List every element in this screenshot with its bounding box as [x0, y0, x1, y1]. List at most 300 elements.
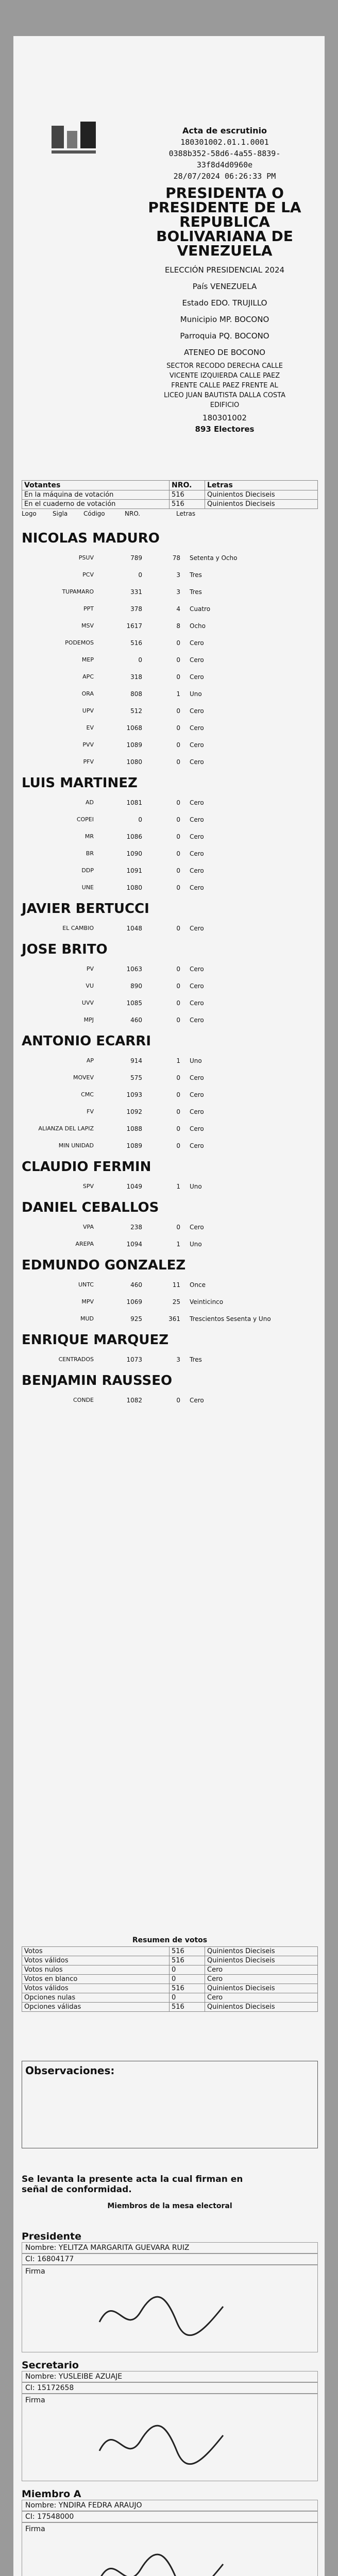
signature-box [22, 2522, 318, 2576]
party-logo: MSV [81, 622, 94, 629]
subheader: Sigla [53, 510, 68, 517]
party-logo: APC [82, 673, 94, 680]
party-votes-letras: Cero [190, 884, 204, 891]
party-logo: MR [84, 833, 94, 840]
party-votes: 0 [176, 673, 180, 681]
party-logo: MUD [80, 1315, 94, 1322]
acta-datetime: 28/07/2024 06:26:33 PM [173, 172, 276, 181]
cell: 516 [170, 1956, 205, 1965]
party-logo: TUPAMARO [62, 588, 94, 595]
party-votes: 1 [176, 690, 180, 698]
party-row [22, 1310, 318, 1327]
party-code: 1093 [126, 1091, 142, 1098]
cell: Votos [22, 1947, 170, 1956]
party-logo: AD [86, 799, 94, 806]
miembro-block [22, 2231, 318, 2352]
party-logo: PPT [83, 605, 94, 612]
cell: 0 [170, 1965, 205, 1975]
party-logo: AREPA [75, 1241, 94, 1247]
miembro-nombre: Nombre: YNDIRA FEDRA ARAUJO [22, 2500, 318, 2511]
party-logo: COPEI [76, 816, 94, 823]
firma-label: Firma [25, 2525, 45, 2533]
centro-name: ATENEO DE BOCONO [184, 348, 265, 357]
candidate-name: EDMUNDO GONZALEZ [22, 1258, 186, 1273]
party-code: 238 [130, 1223, 142, 1231]
party-code: 1073 [126, 1355, 142, 1363]
party-votes-letras: Cero [190, 999, 204, 1007]
party-logo: CENTRADOS [58, 1356, 94, 1363]
signature-box [22, 2394, 318, 2481]
miembro-block [22, 2488, 318, 2576]
party-votes: 0 [176, 707, 180, 715]
signature-box [22, 2265, 318, 2352]
candidate-name: NICOLAS MADURO [22, 531, 160, 546]
party-row [22, 1276, 318, 1293]
firma-label: Firma [25, 2396, 45, 2404]
party-votes: 3 [176, 1355, 180, 1363]
party-code: 1091 [126, 867, 142, 874]
party-votes: 0 [176, 999, 180, 1007]
party-logo: PVV [82, 741, 94, 748]
party-votes: 0 [176, 1016, 180, 1024]
party-code: 925 [130, 1315, 142, 1323]
party-logo: MOVEV [73, 1074, 94, 1081]
cell: Cero [205, 1965, 318, 1975]
candidate-name: JAVIER BERTUCCI [22, 901, 149, 917]
party-row [22, 1178, 318, 1195]
subheader: Código [83, 510, 105, 517]
cell: Votos en blanco [22, 1975, 170, 1984]
party-votes-letras: Cero [190, 1396, 204, 1404]
party-code: 378 [130, 605, 142, 613]
party-row [22, 1351, 318, 1368]
candidate-name: ENRIQUE MARQUEZ [22, 1332, 169, 1348]
party-code: 1080 [126, 884, 142, 891]
party-votes: 0 [176, 1108, 180, 1115]
candidate-name: BENJAMIN RAUSSEO [22, 1373, 173, 1388]
direccion-line: FRENTE CALLE PAEZ FRENTE AL [171, 382, 278, 389]
party-votes: 0 [176, 867, 180, 874]
party-votes-letras: Cero [190, 850, 204, 857]
party-votes-letras: Uno [190, 1057, 202, 1064]
party-votes-letras: Uno [190, 1182, 202, 1190]
candidate-name: LUIS MARTINEZ [22, 775, 138, 791]
party-logo: EL CAMBIO [62, 925, 94, 931]
heading-line: PRESIDENTE DE LA [148, 199, 301, 216]
direccion-line: SECTOR RECODO DERECHA CALLE [166, 362, 283, 370]
party-row [22, 879, 318, 896]
party-logo: PSUV [78, 554, 94, 561]
party-code: 460 [130, 1281, 142, 1289]
party-votes: 0 [176, 741, 180, 749]
heading-line: REPUBLICA [179, 213, 270, 230]
party-code: 331 [130, 588, 142, 596]
party-code: 1069 [126, 1298, 142, 1306]
party-code: 1617 [126, 622, 142, 630]
party-votes: 0 [176, 982, 180, 990]
party-votes: 0 [176, 1091, 180, 1098]
party-code: 1049 [126, 1182, 142, 1190]
party-row [22, 1392, 318, 1409]
party-row [22, 685, 318, 702]
party-row [22, 583, 318, 600]
heading-line: PRESIDENTA O [165, 184, 284, 201]
acta-hash-line: 0388b352-58d6-4a55-8839- [168, 149, 281, 158]
party-row [22, 736, 318, 753]
party-logo: UNE [81, 884, 94, 891]
party-logo: PODEMOS [65, 639, 94, 646]
party-votes-letras: Cero [190, 1016, 204, 1024]
party-row [22, 1011, 318, 1028]
party-row [22, 920, 318, 937]
party-votes: 0 [176, 1223, 180, 1231]
party-logo: SPV [82, 1183, 94, 1190]
acta-hash-line: 33f8d4d0960e [196, 160, 253, 170]
direccion-line: VICENTE IZQUIERDA CALLE PAEZ [169, 372, 280, 380]
party-code: 1094 [126, 1240, 142, 1248]
eleccion-label: ELECCIÓN PRESIDENCIAL 2024 [164, 265, 285, 275]
party-logo: UVV [81, 999, 94, 1006]
party-votes-letras: Cero [190, 1108, 204, 1115]
party-votes: 11 [172, 1281, 180, 1289]
party-row [22, 651, 318, 668]
party-row [22, 702, 318, 719]
party-row [22, 566, 318, 583]
party-logo: UNTC [78, 1281, 94, 1288]
cell: 516 [170, 1984, 205, 1993]
estado-label: Estado EDO. TRUJILLO [182, 298, 267, 308]
party-code: 575 [130, 1074, 142, 1081]
election-heading [137, 186, 312, 258]
party-votes: 0 [176, 965, 180, 973]
party-votes: 0 [176, 833, 180, 840]
party-row [22, 668, 318, 685]
party-votes: 0 [176, 924, 180, 932]
resumen-title: Resumen de votos [132, 1936, 208, 1944]
party-logo: AP [86, 1057, 94, 1064]
party-votes-letras: Setenta y Ocho [190, 554, 238, 562]
table-row [22, 1965, 318, 1975]
resumen-section [22, 1936, 318, 2012]
candidate-name: JOSE BRITO [22, 942, 108, 957]
cell: 516 [170, 2003, 205, 2012]
table-row [22, 1947, 318, 1956]
party-votes-letras: Trescientos Sesenta y Uno [190, 1315, 271, 1323]
miembro-ci: CI: 15172658 [22, 2382, 318, 2394]
party-votes: 0 [176, 1074, 180, 1081]
party-votes: 0 [176, 816, 180, 823]
party-votes: 1 [176, 1057, 180, 1064]
party-votes-letras: Cero [190, 707, 204, 715]
party-row [22, 549, 318, 566]
party-votes: 0 [176, 724, 180, 732]
subheader: Letras [176, 510, 196, 517]
cne-logo-icon [49, 118, 101, 156]
party-votes-letras: Cero [190, 1091, 204, 1098]
party-votes: 0 [176, 850, 180, 857]
party-votes-letras: Cero [190, 758, 204, 766]
party-logo: VPA [83, 1224, 94, 1230]
cell: Opciones nulas [22, 1993, 170, 2003]
signature-icon [94, 2544, 228, 2576]
party-votes-letras: Tres [190, 571, 202, 579]
party-row [22, 794, 318, 811]
acta-paper [13, 36, 325, 2576]
votantes-section [22, 480, 318, 517]
party-row [22, 1137, 318, 1154]
party-votes-letras: Ocho [190, 622, 206, 630]
party-votes-letras: Cero [190, 833, 204, 840]
subheader: Logo [22, 510, 37, 517]
party-logo: PFV [83, 758, 94, 765]
party-row [22, 994, 318, 1011]
table-row [22, 500, 318, 509]
party-code: 789 [130, 554, 142, 562]
electores-count: 893 Electores [195, 425, 255, 434]
direccion-line: EDIFICIO [210, 401, 240, 409]
cell: Votos válidos [22, 1956, 170, 1965]
pais-label: País VENEZUELA [192, 282, 257, 291]
party-votes-letras: Cero [190, 1074, 204, 1081]
votantes-table [22, 480, 318, 509]
party-votes-letras: Tres [190, 1355, 202, 1363]
party-votes: 1 [176, 1240, 180, 1248]
party-code: 1048 [126, 924, 142, 932]
subheader: NRO. [125, 510, 141, 517]
party-logo: DDP [81, 867, 94, 874]
party-votes-letras: Cero [190, 1223, 204, 1231]
miembro-role: Secretario [22, 2360, 79, 2371]
party-logo: ORA [81, 690, 94, 697]
party-code: 914 [130, 1057, 142, 1064]
party-row [22, 811, 318, 828]
party-logo: MEP [81, 656, 94, 663]
acta-header [13, 36, 325, 434]
party-votes-letras: Uno [190, 690, 202, 698]
party-code: 1082 [126, 1396, 142, 1404]
cell: Quinientos Dieciseis [205, 2003, 318, 2012]
miembro-role: Miembro A [22, 2488, 81, 2500]
cell: En el cuaderno de votación [22, 500, 170, 509]
observaciones-label: Observaciones: [25, 2064, 115, 2077]
party-row [22, 960, 318, 977]
party-votes: 0 [176, 1125, 180, 1132]
table-row [22, 490, 318, 500]
party-logo: MIN UNIDAD [58, 1142, 94, 1149]
party-logo: ALIANZA DEL LAPIZ [38, 1125, 94, 1132]
party-votes-letras: Uno [190, 1240, 202, 1248]
party-votes-letras: Cero [190, 924, 204, 932]
candidate-name: CLAUDIO FERMIN [22, 1159, 151, 1175]
party-row [22, 719, 318, 736]
party-code: 0 [138, 571, 142, 579]
party-votes: 1 [176, 1182, 180, 1190]
cell: Cero [205, 1993, 318, 2003]
party-subheader [22, 510, 318, 517]
acta-code: 180301002.01.1.0001 [180, 138, 269, 147]
table-row [22, 1975, 318, 1984]
centro-code: 180301002 [202, 413, 247, 422]
party-votes-letras: Cero [190, 656, 204, 664]
cell: Opciones válidas [22, 2003, 170, 2012]
party-row [22, 1218, 318, 1235]
conformidad-line: señal de conformidad. [22, 2184, 132, 2195]
cell: 516 [170, 500, 205, 509]
party-code: 1081 [126, 799, 142, 806]
party-code: 1089 [126, 1142, 142, 1149]
party-votes: 0 [176, 799, 180, 806]
miembros-title: Miembros de la mesa electoral [107, 2202, 232, 2210]
nro-header: NRO. [170, 481, 205, 490]
table-row [22, 1984, 318, 1993]
party-row [22, 1235, 318, 1252]
party-votes: 0 [176, 884, 180, 891]
party-code: 1089 [126, 741, 142, 749]
letras-header: Letras [205, 481, 318, 490]
cell: En la máquina de votación [22, 490, 170, 500]
party-votes-letras: Cuatro [190, 605, 211, 613]
party-logo: MPJ [83, 1016, 94, 1023]
heading-line: BOLIVARIANA DE [156, 228, 293, 245]
party-votes: 0 [176, 758, 180, 766]
party-logo: PCV [82, 571, 94, 578]
party-votes: 8 [176, 622, 180, 630]
acta-title-label: Acta de escrutinio [182, 126, 267, 135]
conformidad-line: Se levanta la presente acta la cual firman en [22, 2174, 243, 2184]
party-row [22, 1103, 318, 1120]
miembro-nombre: Nombre: YUSLEIBE AZUAJE [22, 2371, 318, 2382]
party-code: 1086 [126, 833, 142, 840]
party-votes-letras: Cero [190, 799, 204, 806]
resumen-table [22, 1946, 318, 2012]
candidates-section [22, 526, 318, 1409]
cell: Cero [205, 1975, 318, 1984]
party-votes-letras: Cero [190, 1142, 204, 1149]
party-votes-letras: Cero [190, 724, 204, 732]
party-code: 1063 [126, 965, 142, 973]
party-votes: 0 [176, 1396, 180, 1404]
party-logo: MPV [81, 1298, 94, 1305]
party-code: 808 [130, 690, 142, 698]
party-logo: VU [86, 982, 94, 989]
table-row [22, 1993, 318, 2003]
party-votes-letras: Once [190, 1281, 206, 1289]
parroquia-label: Parroquia PQ. BOCONO [180, 331, 269, 341]
party-votes: 0 [176, 639, 180, 647]
party-votes: 0 [176, 656, 180, 664]
party-votes: 4 [176, 605, 180, 613]
party-row [22, 617, 318, 634]
party-row [22, 634, 318, 651]
cell: Quinientos Dieciseis [205, 500, 318, 509]
party-row [22, 828, 318, 845]
party-votes-letras: Cero [190, 816, 204, 823]
party-row [22, 1120, 318, 1137]
cell: 516 [170, 1947, 205, 1956]
party-row [22, 1293, 318, 1310]
observaciones-box [22, 2061, 318, 2148]
party-row [22, 600, 318, 617]
party-code: 1090 [126, 850, 142, 857]
cell: Votos válidos [22, 1984, 170, 1993]
party-votes-letras: Cero [190, 965, 204, 973]
party-votes-letras: Cero [190, 867, 204, 874]
miembro-block [22, 2360, 318, 2481]
party-logo: EV [86, 724, 94, 731]
signature-icon [94, 2286, 228, 2343]
heading-line: VENEZUELA [177, 242, 273, 259]
party-votes-letras: Cero [190, 1125, 204, 1132]
candidate-name: ANTONIO ECARRI [22, 1033, 151, 1049]
party-votes-letras: Cero [190, 741, 204, 749]
municipio-label: Municipio MP. BOCONO [180, 315, 269, 324]
direccion-line: LICEO JUAN BAUTISTA DALLA COSTA [163, 392, 285, 399]
cell: 0 [170, 1975, 205, 1984]
party-row [22, 1086, 318, 1103]
cell: Quinientos Dieciseis [205, 1947, 318, 1956]
miembro-role: Presidente [22, 2231, 81, 2242]
party-code: 1080 [126, 758, 142, 766]
party-votes: 361 [168, 1315, 180, 1323]
miembro-ci: CI: 16804177 [22, 2253, 318, 2265]
party-votes-letras: Cero [190, 639, 204, 647]
party-votes: 3 [176, 571, 180, 579]
conformidad-text [22, 2174, 318, 2210]
party-logo: FV [87, 1108, 94, 1115]
party-code: 1092 [126, 1108, 142, 1115]
party-code: 318 [130, 673, 142, 681]
party-code: 1085 [126, 999, 142, 1007]
table-row [22, 1956, 318, 1965]
party-code: 512 [130, 707, 142, 715]
party-row [22, 1069, 318, 1086]
party-votes-letras: Tres [190, 588, 202, 596]
acta-header-info [137, 124, 312, 436]
party-logo: PV [86, 965, 94, 972]
signature-icon [94, 2415, 228, 2471]
party-code: 1088 [126, 1125, 142, 1132]
party-votes-letras: Cero [190, 673, 204, 681]
party-votes: 25 [172, 1298, 180, 1306]
party-code: 890 [130, 982, 142, 990]
party-code: 1068 [126, 724, 142, 732]
party-code: 0 [138, 656, 142, 664]
table-row [22, 2003, 318, 2012]
candidate-name: DANIEL CEBALLOS [22, 1200, 159, 1215]
miembro-ci: CI: 17548000 [22, 2511, 318, 2522]
party-code: 516 [130, 639, 142, 647]
firma-label: Firma [25, 2267, 45, 2276]
party-votes: 78 [172, 554, 180, 562]
cell: Votos nulos [22, 1965, 170, 1975]
miembros-section [22, 2226, 318, 2576]
party-votes-letras: Cero [190, 982, 204, 990]
party-row [22, 845, 318, 862]
party-code: 460 [130, 1016, 142, 1024]
cell: 0 [170, 1993, 205, 2003]
votantes-header: Votantes [22, 481, 170, 490]
party-row [22, 1052, 318, 1069]
cell: Quinientos Dieciseis [205, 490, 318, 500]
miembro-nombre: Nombre: YELITZA MARGARITA GUEVARA RUIZ [22, 2242, 318, 2253]
cell: Quinientos Dieciseis [205, 1956, 318, 1965]
party-votes: 0 [176, 1142, 180, 1149]
party-votes: 3 [176, 588, 180, 596]
party-row [22, 753, 318, 770]
party-logo: BR [86, 850, 94, 857]
cell: Quinientos Dieciseis [205, 1984, 318, 1993]
party-row [22, 977, 318, 994]
